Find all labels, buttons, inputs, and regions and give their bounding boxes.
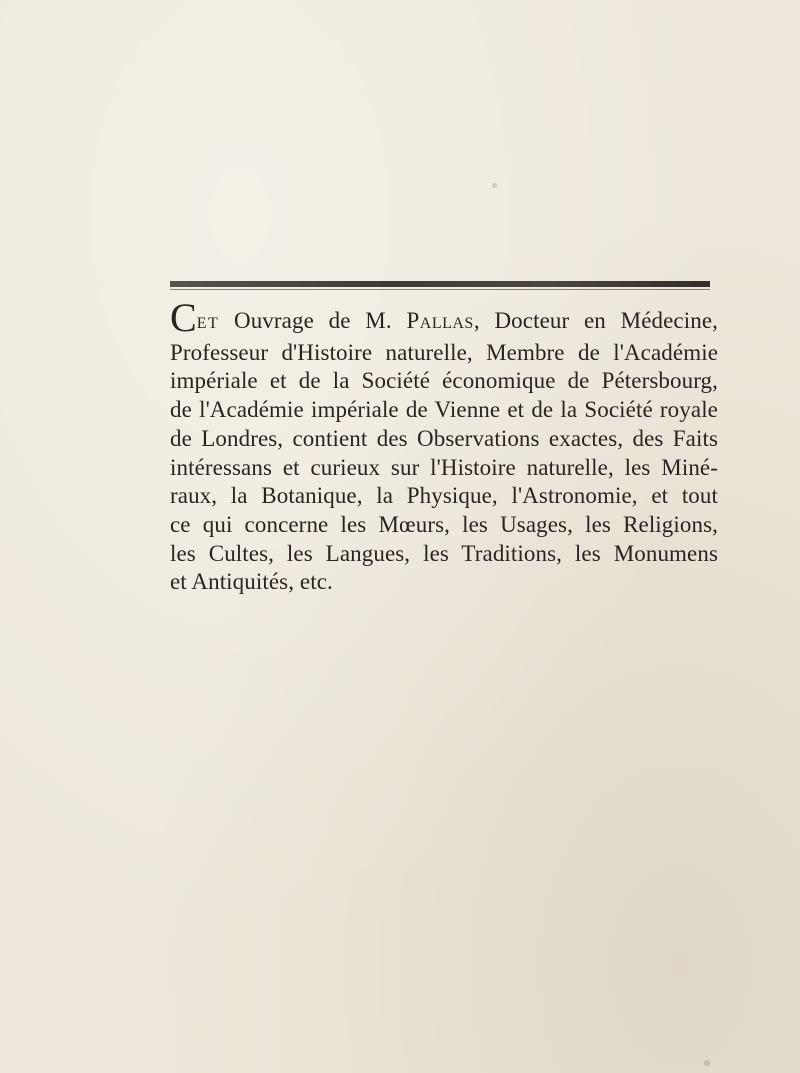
rule-thin-line bbox=[170, 289, 710, 290]
drop-cap: C bbox=[170, 295, 197, 340]
text-line-9: les Cultes, les Langues, les Traditions, les Monumens bbox=[170, 540, 718, 566]
text-line-2: Professeur d'Histoire naturelle, Membre de l'Académie bbox=[170, 339, 718, 365]
text-line-5: de Londres, contient des Observations exactes, des Faits bbox=[170, 425, 718, 451]
line1-rest: Ouvrage de M. bbox=[219, 308, 407, 333]
paper-spot bbox=[704, 1060, 710, 1066]
text-line-6: intéressans et curieux sur l'Histoire naturelle, les Miné- bbox=[170, 454, 718, 480]
rule-thick-line bbox=[170, 281, 710, 287]
first-word-rest: ET bbox=[196, 315, 220, 332]
paper-spot bbox=[492, 183, 497, 188]
text-line-1 bbox=[170, 295, 718, 340]
text-line-7: raux, la Botanique, la Physique, l'Astronomie, et tout bbox=[170, 483, 718, 509]
ornamental-rule bbox=[170, 281, 710, 291]
text-line-8: ce qui concerne les Mœurs, les Usages, les Religions, bbox=[170, 511, 718, 537]
text-line-4: de l'Académie impériale de Vienne et de la Société royale bbox=[170, 397, 718, 423]
line1-end: , Docteur en Médecine, bbox=[473, 308, 718, 333]
author-name: Pallas bbox=[406, 308, 474, 333]
text-line-10: et Antiquités, etc. bbox=[170, 569, 333, 595]
text-line-3: impériale et de la Société économique de Pétersbourg, bbox=[170, 368, 718, 394]
paragraph bbox=[170, 295, 718, 597]
